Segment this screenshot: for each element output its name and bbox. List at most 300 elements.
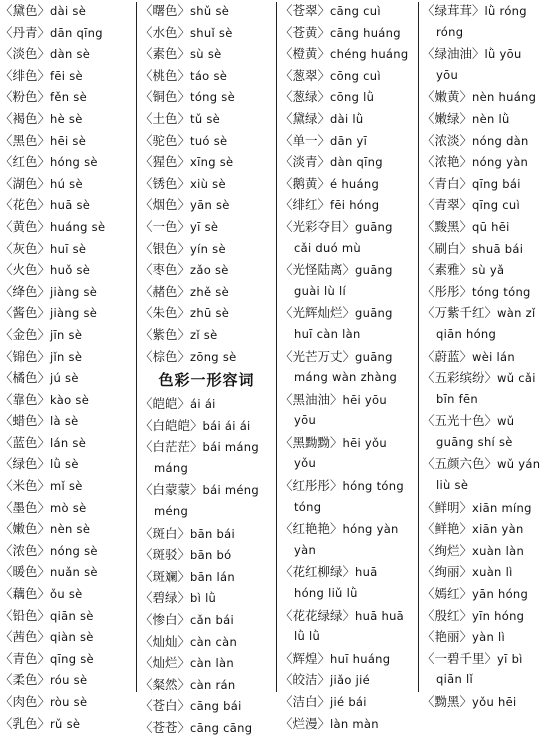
entry-pinyin: lán sè bbox=[50, 435, 87, 450]
entry-word: 〈暖色〉 bbox=[0, 564, 51, 580]
dictionary-entry bbox=[422, 583, 555, 605]
entry-word: 〈单一〉 bbox=[280, 132, 331, 148]
entry-pinyin: xiù sè bbox=[190, 176, 226, 191]
entry-word: 〈猩色〉 bbox=[140, 154, 191, 170]
dictionary-entry bbox=[280, 22, 415, 44]
entry-pinyin: yī bì bbox=[497, 651, 523, 666]
dictionary-entry bbox=[280, 194, 415, 216]
entry-pinyin: fěn sè bbox=[50, 90, 87, 105]
entry-word: 〈黛色〉 bbox=[0, 3, 51, 18]
entry-pinyin: làn màn bbox=[330, 716, 379, 731]
entry-word: 〈绿油油〉 bbox=[422, 46, 485, 62]
entry-word: 〈绚烂〉 bbox=[422, 542, 473, 558]
entry-pinyin: sù sè bbox=[190, 47, 222, 62]
dictionary-entry bbox=[0, 475, 133, 497]
entry-word: 〈驼色〉 bbox=[140, 132, 191, 148]
dictionary-entry bbox=[280, 151, 415, 173]
dictionary-entry bbox=[280, 130, 415, 152]
dictionary-entry bbox=[140, 216, 273, 238]
entry-word: 〈灰色〉 bbox=[0, 240, 51, 256]
dictionary-entry bbox=[280, 108, 415, 130]
entry-pinyin: qīng sè bbox=[50, 651, 94, 666]
entry-word: 〈嫩绿〉 bbox=[422, 110, 473, 126]
dictionary-entry bbox=[0, 583, 133, 605]
entry-pinyin: hēi yǒu bbox=[342, 435, 387, 450]
entry-pinyin: nóng yàn bbox=[472, 155, 529, 170]
dictionary-entry bbox=[0, 691, 133, 713]
entry-word: 〈光怪陆离〉 bbox=[280, 262, 356, 278]
entry-word: 〈粲然〉 bbox=[140, 676, 191, 692]
dictionary-entry bbox=[0, 108, 133, 130]
pinyin-continuation: máng bbox=[154, 460, 189, 475]
entry-pinyin: nóng dàn bbox=[472, 133, 529, 148]
dictionary-entry bbox=[0, 497, 133, 519]
entry-pinyin: yín sè bbox=[190, 241, 226, 256]
entry-word: 〈惨白〉 bbox=[140, 612, 191, 628]
dictionary-entry bbox=[422, 518, 555, 540]
entry-pinyin: yīn hóng bbox=[472, 608, 525, 623]
dictionary-entry bbox=[0, 669, 133, 691]
entry-pinyin: jú sè bbox=[50, 371, 79, 386]
entry-pinyin: ǒu sè bbox=[50, 587, 83, 602]
dictionary-entry bbox=[140, 194, 273, 216]
entry-pinyin: jiàng sè bbox=[50, 284, 98, 299]
entry-word: 〈淡青〉 bbox=[280, 154, 331, 170]
entry-pinyin: nèn sè bbox=[50, 522, 91, 537]
entry-word: 〈红色〉 bbox=[0, 154, 51, 170]
entry-word: 〈红彤彤〉 bbox=[280, 478, 343, 494]
entry-word: 〈绿茸茸〉 bbox=[422, 3, 485, 18]
entry-word: 〈青白〉 bbox=[422, 175, 473, 191]
dictionary-entry bbox=[140, 65, 273, 87]
entry-pinyin: cāng bái bbox=[190, 699, 242, 714]
entry-pinyin: chéng huáng bbox=[330, 47, 409, 62]
dictionary-entry bbox=[0, 540, 133, 562]
column-2 bbox=[140, 0, 273, 735]
dictionary-entry bbox=[140, 0, 273, 22]
entry-pinyin: xuàn lì bbox=[472, 565, 513, 580]
dictionary-entry bbox=[0, 648, 133, 670]
dictionary-entry bbox=[280, 389, 415, 411]
column-4 bbox=[422, 0, 555, 709]
dictionary-entry bbox=[140, 415, 273, 437]
entry-word: 〈斑白〉 bbox=[140, 525, 191, 541]
dictionary-entry bbox=[280, 43, 415, 65]
dictionary-entry bbox=[0, 216, 133, 238]
entry-word: 〈万紫千红〉 bbox=[422, 305, 498, 321]
entry-pinyin: cǎn bái bbox=[190, 613, 234, 628]
entry-word: 〈皑皑〉 bbox=[140, 396, 191, 412]
entry-word: 〈铅色〉 bbox=[0, 607, 51, 623]
entry-word: 〈鲜明〉 bbox=[422, 499, 473, 515]
entry-pinyin: nóng sè bbox=[50, 543, 98, 558]
entry-pinyin: dài sè bbox=[50, 4, 87, 18]
entry-word: 〈浓色〉 bbox=[0, 542, 51, 558]
dictionary-entry bbox=[140, 281, 273, 303]
entry-pinyin: huǒ sè bbox=[50, 263, 91, 278]
dictionary-entry bbox=[280, 259, 415, 281]
entry-word: 〈蔚蓝〉 bbox=[422, 348, 473, 364]
dictionary-entry bbox=[140, 479, 273, 501]
entry-pinyin: huī huáng bbox=[330, 651, 391, 666]
dictionary-entry bbox=[0, 410, 133, 432]
entry-word: 〈靠色〉 bbox=[0, 391, 51, 407]
entry-word: 〈橙黄〉 bbox=[280, 46, 331, 62]
dictionary-entry bbox=[422, 238, 555, 260]
entry-word: 〈花花绿绿〉 bbox=[280, 607, 356, 623]
pinyin-continuation: róng bbox=[436, 24, 464, 39]
entry-pinyin: qū hēi bbox=[472, 219, 510, 234]
dictionary-entry bbox=[140, 346, 273, 368]
entry-pinyin: kào sè bbox=[50, 392, 90, 407]
entry-word: 〈葱翠〉 bbox=[280, 67, 331, 83]
dictionary-entry bbox=[280, 432, 415, 454]
entry-word: 〈朱色〉 bbox=[140, 305, 191, 321]
entry-word: 〈苍白〉 bbox=[140, 698, 191, 714]
dictionary-entry bbox=[280, 605, 415, 627]
pinyin-continuation: guāng shí sè bbox=[436, 434, 513, 449]
entry-pinyin: guāng bbox=[355, 219, 393, 234]
entry-pinyin: shǔ sè bbox=[190, 4, 230, 18]
dictionary-entry bbox=[422, 0, 555, 22]
entry-word: 〈茜色〉 bbox=[0, 629, 51, 645]
entry-pinyin: jiàng sè bbox=[50, 306, 98, 321]
entry-pinyin: lǜ róng bbox=[484, 4, 527, 18]
pinyin-continuation: cǎi duó mù bbox=[294, 240, 361, 255]
entry-word: 〈苍黄〉 bbox=[280, 24, 331, 40]
entry-word: 〈斑驳〉 bbox=[140, 547, 191, 563]
dictionary-entry bbox=[280, 713, 415, 735]
entry-word: 〈一色〉 bbox=[140, 218, 191, 234]
dictionary-entry bbox=[422, 346, 555, 368]
dictionary-entry bbox=[0, 626, 133, 648]
entry-word: 〈淡色〉 bbox=[0, 46, 51, 62]
entry-word: 〈绛色〉 bbox=[0, 283, 51, 299]
entry-pinyin: zōng sè bbox=[190, 349, 237, 364]
column-divider bbox=[136, 2, 137, 692]
entry-pinyin: xīng sè bbox=[190, 155, 234, 170]
dictionary-entry bbox=[422, 151, 555, 173]
entry-pinyin: shuā bái bbox=[472, 241, 524, 256]
entry-pinyin: mò sè bbox=[50, 500, 87, 515]
pinyin-continuation: qiān hóng bbox=[436, 326, 497, 341]
dictionary-entry bbox=[422, 497, 555, 519]
column-1 bbox=[0, 0, 133, 731]
dictionary-entry bbox=[422, 410, 555, 432]
dictionary-entry bbox=[0, 259, 133, 281]
entry-word: 〈白蒙蒙〉 bbox=[140, 482, 203, 498]
entry-word: 〈黑油油〉 bbox=[280, 391, 343, 407]
entry-word: 〈褐色〉 bbox=[0, 110, 51, 126]
dictionary-entry bbox=[140, 523, 273, 545]
dictionary-entry bbox=[0, 367, 133, 389]
dictionary-entry bbox=[140, 609, 273, 631]
dictionary-entry bbox=[422, 691, 555, 713]
entry-pinyin: mǐ sè bbox=[50, 479, 83, 494]
entry-word: 〈碧绿〉 bbox=[140, 590, 191, 606]
dictionary-entry bbox=[422, 605, 555, 627]
entry-word: 〈酱色〉 bbox=[0, 305, 51, 321]
dictionary-entry bbox=[140, 43, 273, 65]
entry-word: 〈桃色〉 bbox=[140, 67, 191, 83]
entry-pinyin: qiàn sè bbox=[50, 630, 94, 645]
column-3 bbox=[280, 0, 415, 731]
entry-word: 〈嫩黄〉 bbox=[422, 89, 473, 105]
entry-word: 〈青色〉 bbox=[0, 650, 51, 666]
dictionary-entry bbox=[280, 0, 415, 22]
entry-pinyin: jié bái bbox=[330, 695, 367, 709]
entry-pinyin: tóng tóng bbox=[472, 284, 531, 299]
dictionary-entry bbox=[422, 626, 555, 648]
entry-word: 〈艳丽〉 bbox=[422, 629, 473, 645]
entry-word: 〈紫色〉 bbox=[140, 326, 191, 342]
dictionary-entry bbox=[140, 259, 273, 281]
entry-pinyin: wǔ yán bbox=[497, 457, 541, 472]
entry-pinyin: táo sè bbox=[190, 68, 228, 83]
entry-pinyin: tóng sè bbox=[190, 90, 235, 105]
entry-pinyin: yàn lì bbox=[472, 630, 506, 645]
entry-word: 〈刷白〉 bbox=[422, 240, 473, 256]
dictionary-entry bbox=[422, 281, 555, 303]
entry-pinyin: bān bái bbox=[190, 526, 235, 541]
entry-word: 〈橘色〉 bbox=[0, 370, 51, 386]
entry-pinyin: hēi sè bbox=[50, 133, 87, 148]
entry-pinyin: dàn sè bbox=[50, 47, 91, 62]
dictionary-entry bbox=[280, 475, 415, 497]
entry-word: 〈锈色〉 bbox=[140, 175, 191, 191]
dictionary-entry bbox=[422, 43, 555, 65]
dictionary-entry bbox=[0, 65, 133, 87]
pinyin-continuation: yōu bbox=[294, 413, 317, 428]
dictionary-entry bbox=[140, 393, 273, 415]
entry-pinyin: rǔ sè bbox=[50, 716, 81, 731]
entry-word: 〈殷红〉 bbox=[422, 607, 473, 623]
dictionary-entry bbox=[422, 108, 555, 130]
entry-pinyin: lǜ yōu bbox=[484, 47, 522, 62]
dictionary-entry bbox=[140, 695, 273, 717]
entry-pinyin: xiān yàn bbox=[472, 522, 524, 537]
entry-word: 〈湖色〉 bbox=[0, 175, 51, 191]
pinyin-continuation: yǒu bbox=[294, 456, 317, 471]
entry-word: 〈火色〉 bbox=[0, 262, 51, 278]
dictionary-entry bbox=[140, 238, 273, 260]
entry-word: 〈灿烂〉 bbox=[140, 655, 191, 671]
entry-word: 〈烟色〉 bbox=[140, 197, 191, 213]
entry-pinyin: tuó sè bbox=[190, 133, 228, 148]
entry-pinyin: hè sè bbox=[50, 111, 83, 126]
entry-word: 〈银色〉 bbox=[140, 240, 191, 256]
entry-pinyin: hú sè bbox=[50, 176, 83, 191]
pinyin-continuation: yōu bbox=[436, 67, 459, 82]
entry-pinyin: guāng bbox=[355, 306, 393, 321]
entry-word: 〈光芒万丈〉 bbox=[280, 348, 356, 364]
pinyin-continuation: máng wàn zhàng bbox=[294, 370, 398, 385]
entry-word: 〈棕色〉 bbox=[140, 348, 191, 364]
dictionary-entry bbox=[140, 302, 273, 324]
entry-word: 〈苍苍〉 bbox=[140, 720, 191, 735]
dictionary-entry bbox=[0, 130, 133, 152]
entry-pinyin: qīng bái bbox=[472, 176, 521, 191]
entry-word: 〈曙色〉 bbox=[140, 3, 191, 18]
entry-word: 〈素雅〉 bbox=[422, 262, 473, 278]
entry-pinyin: càn càn bbox=[190, 634, 238, 649]
dictionary-entry bbox=[140, 587, 273, 609]
entry-pinyin: là sè bbox=[50, 414, 79, 429]
entry-pinyin: wàn zǐ bbox=[497, 306, 536, 321]
dictionary-entry bbox=[0, 0, 133, 22]
dictionary-entry bbox=[422, 367, 555, 389]
entry-word: 〈五颜六色〉 bbox=[422, 456, 498, 472]
entry-word: 〈光彩夺目〉 bbox=[280, 218, 356, 234]
dictionary-entry bbox=[422, 259, 555, 281]
dictionary-entry bbox=[0, 238, 133, 260]
entry-pinyin: tǔ sè bbox=[190, 111, 221, 126]
dictionary-entry bbox=[140, 566, 273, 588]
entry-word: 〈水色〉 bbox=[140, 24, 191, 40]
entry-pinyin: càn làn bbox=[190, 656, 234, 671]
entry-pinyin: huī sè bbox=[50, 241, 87, 256]
entry-pinyin: cāng huáng bbox=[330, 25, 401, 40]
entry-pinyin: nèn huáng bbox=[472, 90, 537, 105]
entry-word: 〈锦色〉 bbox=[0, 348, 51, 364]
entry-pinyin: huā huā bbox=[355, 608, 405, 623]
entry-word: 〈浓艳〉 bbox=[422, 154, 473, 170]
pinyin-continuation: lǜ lǜ bbox=[294, 629, 321, 644]
dictionary-entry bbox=[140, 324, 273, 346]
dictionary-entry bbox=[0, 453, 133, 475]
entry-word: 〈素色〉 bbox=[140, 46, 191, 62]
entry-pinyin: bái máng bbox=[202, 440, 259, 455]
entry-pinyin: bì lǜ bbox=[190, 591, 217, 606]
column-divider bbox=[418, 2, 419, 692]
entry-word: 〈嫣红〉 bbox=[422, 586, 473, 602]
entry-pinyin: bān lán bbox=[190, 569, 235, 584]
entry-pinyin: zǐ sè bbox=[190, 327, 218, 342]
entry-word: 〈辉煌〉 bbox=[280, 650, 331, 666]
entry-word: 〈青翠〉 bbox=[422, 197, 473, 213]
dictionary-entry bbox=[140, 436, 273, 458]
dictionary-entry bbox=[0, 302, 133, 324]
entry-word: 〈乳色〉 bbox=[0, 715, 51, 731]
entry-pinyin: dàn qīng bbox=[330, 155, 383, 170]
entry-word: 〈洁白〉 bbox=[280, 694, 331, 709]
dictionary-entry bbox=[140, 674, 273, 696]
dictionary-entry bbox=[0, 561, 133, 583]
dictionary-entry bbox=[0, 518, 133, 540]
dictionary-entry bbox=[280, 216, 415, 238]
entry-pinyin: nèn lǜ bbox=[472, 111, 510, 126]
entry-pinyin: dān qīng bbox=[50, 25, 103, 40]
entry-pinyin: fēi hóng bbox=[330, 198, 380, 213]
entry-word: 〈黝黑〉 bbox=[422, 694, 473, 709]
entry-word: 〈墨色〉 bbox=[0, 499, 51, 515]
entry-pinyin: bái ái ái bbox=[202, 418, 251, 433]
entry-pinyin: guāng bbox=[355, 349, 393, 364]
dictionary-entry bbox=[140, 652, 273, 674]
entry-pinyin: yān hóng bbox=[472, 587, 529, 602]
dictionary-entry bbox=[280, 648, 415, 670]
dictionary-entry bbox=[280, 302, 415, 324]
entry-pinyin: hóng sè bbox=[50, 155, 98, 170]
entry-pinyin: càn rán bbox=[190, 677, 236, 692]
dictionary-entry bbox=[280, 561, 415, 583]
dictionary-entry bbox=[280, 691, 415, 713]
dictionary-entry bbox=[140, 130, 273, 152]
entry-pinyin: zǎo sè bbox=[190, 263, 229, 278]
entry-word: 〈铜色〉 bbox=[140, 89, 191, 105]
entry-word: 〈光辉灿烂〉 bbox=[280, 305, 356, 321]
entry-pinyin: jǐn sè bbox=[50, 349, 83, 364]
entry-pinyin: huā sè bbox=[50, 198, 91, 213]
dictionary-entry bbox=[140, 86, 273, 108]
dictionary-entry bbox=[422, 453, 555, 475]
dictionary-entry bbox=[280, 518, 415, 540]
dictionary-entry bbox=[422, 173, 555, 195]
entry-word: 〈鹅黄〉 bbox=[280, 175, 331, 191]
dictionary-entry bbox=[0, 281, 133, 303]
pinyin-continuation: hóng liǔ lǜ bbox=[294, 586, 358, 601]
dictionary-entry bbox=[0, 43, 133, 65]
entry-pinyin: jīn sè bbox=[50, 327, 83, 342]
entry-word: 〈土色〉 bbox=[140, 110, 191, 126]
section-heading: 色彩一形容词 bbox=[158, 371, 255, 390]
entry-word: 〈烂漫〉 bbox=[280, 715, 331, 731]
dictionary-entry bbox=[0, 432, 133, 454]
entry-word: 〈丹青〉 bbox=[0, 24, 51, 40]
entry-pinyin: wèi lán bbox=[472, 349, 515, 364]
entry-word: 〈藕色〉 bbox=[0, 586, 51, 602]
dictionary-entry bbox=[0, 346, 133, 368]
entry-word: 〈嫩色〉 bbox=[0, 521, 51, 537]
entry-word: 〈花红柳绿〉 bbox=[280, 564, 356, 580]
entry-word: 〈黄色〉 bbox=[0, 218, 51, 234]
entry-word: 〈灿灿〉 bbox=[140, 633, 191, 649]
entry-pinyin: é huáng bbox=[330, 176, 380, 191]
entry-pinyin: qiān sè bbox=[50, 608, 94, 623]
entry-word: 〈蓝色〉 bbox=[0, 434, 51, 450]
dictionary-entry bbox=[422, 540, 555, 562]
dictionary-entry bbox=[140, 173, 273, 195]
dictionary-entry bbox=[280, 669, 415, 691]
entry-word: 〈粉色〉 bbox=[0, 89, 51, 105]
entry-pinyin: guāng bbox=[355, 263, 393, 278]
entry-pinyin: cāng cuì bbox=[330, 4, 381, 18]
entry-word: 〈枣色〉 bbox=[140, 262, 191, 278]
entry-pinyin: bān bó bbox=[190, 548, 232, 563]
entry-word: 〈米色〉 bbox=[0, 478, 51, 494]
dictionary-entry bbox=[280, 173, 415, 195]
entry-pinyin: zhě sè bbox=[190, 284, 229, 299]
entry-pinyin: ái ái bbox=[190, 397, 216, 412]
entry-word: 〈赭色〉 bbox=[140, 283, 191, 299]
dictionary-entry bbox=[140, 151, 273, 173]
entry-pinyin: lǜ sè bbox=[50, 457, 79, 472]
entry-word: 〈绿色〉 bbox=[0, 456, 51, 472]
entry-word: 〈五彩缤纷〉 bbox=[422, 370, 498, 386]
dictionary-entry bbox=[0, 713, 133, 735]
entry-word: 〈鲜艳〉 bbox=[422, 521, 473, 537]
entry-word: 〈葱绿〉 bbox=[280, 89, 331, 105]
entry-word: 〈浓淡〉 bbox=[422, 132, 473, 148]
entry-pinyin: nuǎn sè bbox=[50, 565, 98, 580]
entry-pinyin: wǔ cǎi bbox=[497, 371, 536, 386]
dictionary-entry bbox=[0, 22, 133, 44]
pinyin-continuation: méng bbox=[154, 504, 189, 519]
entry-word: 〈绯红〉 bbox=[280, 197, 331, 213]
entry-pinyin: shuǐ sè bbox=[190, 25, 233, 40]
dictionary-entry bbox=[0, 194, 133, 216]
entry-pinyin: huā bbox=[355, 565, 378, 580]
